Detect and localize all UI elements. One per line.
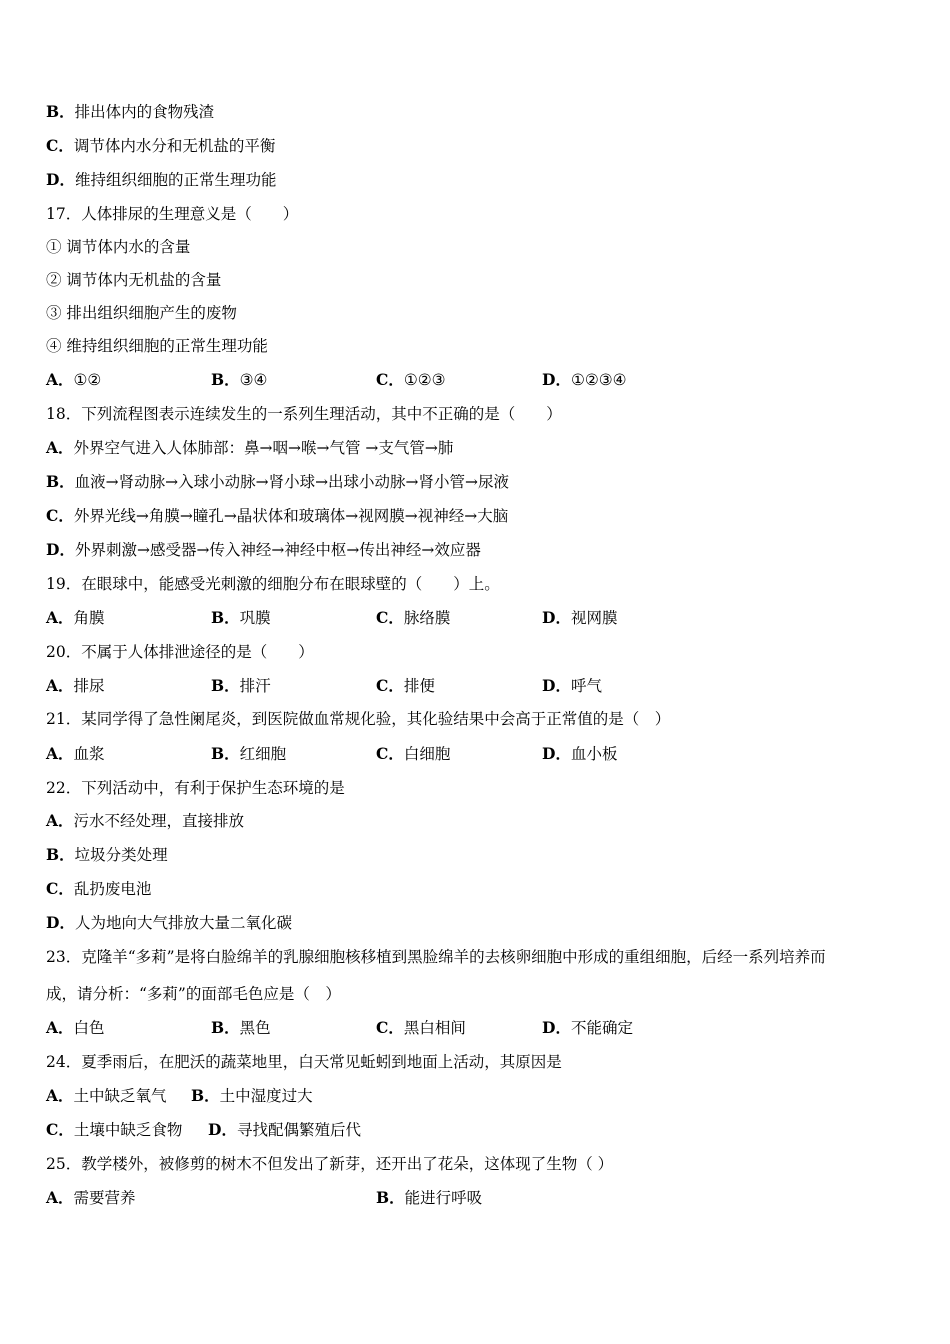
- q17-item-1: ① 调节体内水的含量: [46, 238, 191, 256]
- q19-stem: 19．在眼球中，能感受光刺激的细胞分布在眼球壁的（ ）上。: [46, 575, 500, 593]
- q21-option-c: C．白细胞: [376, 744, 451, 763]
- q20-option-b: B．排汗: [211, 676, 271, 695]
- q23-stem-line-1: 23．克隆羊“多莉”是将白脸绵羊的乳腺细胞核移植到黑脸绵羊的去核卵细胞中形成的重组细胞，后经一系列培养而: [46, 948, 826, 966]
- q22-stem: 22．下列活动中，有利于保护生态环境的是: [46, 779, 345, 797]
- q22-option-b: B．垃圾分类处理: [46, 845, 168, 864]
- q20-option-a: A．排尿: [46, 676, 105, 695]
- q24-option-b: B．土中湿度过大: [191, 1086, 313, 1105]
- q23-option-c: C．黑白相间: [376, 1018, 466, 1037]
- q16-option-c: C．调节体内水分和无机盐的平衡: [46, 136, 276, 155]
- q25-option-a: A．需要营养: [46, 1188, 136, 1207]
- q21-stem: 21．某同学得了急性阑尾炎，到医院做血常规化验，其化验结果中会高于正常值的是（ ）: [46, 710, 671, 728]
- q25-option-b: B．能进行呼吸: [376, 1188, 483, 1207]
- q16-option-b: B．排出体内的食物残渣: [46, 102, 215, 121]
- q17-option-b: B．③④: [211, 370, 268, 389]
- q20-option-c: C．排便: [376, 676, 435, 695]
- q24-option-a: A．土中缺乏氧气: [46, 1086, 167, 1105]
- q17-item-3: ③ 排出组织细胞产生的废物: [46, 304, 237, 322]
- q22-option-c: C．乱扔废电池: [46, 879, 152, 898]
- q17-item-4: ④ 维持组织细胞的正常生理功能: [46, 337, 268, 355]
- q22-option-a: A．污水不经处理，直接排放: [46, 811, 245, 830]
- q22-option-d: D．人为地向大气排放大量二氧化碳: [46, 913, 292, 932]
- q19-option-d: D．视网膜: [542, 608, 618, 627]
- q18-option-b: B．血液→肾动脉→入球小动脉→肾小球→出球小动脉→肾小管→尿液: [46, 472, 510, 491]
- q19-option-b: B．巩膜: [211, 608, 271, 627]
- q17-option-c: C．①②③: [376, 370, 446, 389]
- q16-option-d: D．维持组织细胞的正常生理功能: [46, 170, 277, 189]
- q18-stem: 18．下列流程图表示连续发生的一系列生理活动，其中不正确的是（ ）: [46, 405, 562, 423]
- q23-option-b: B．黑色: [211, 1018, 271, 1037]
- q21-option-d: D．血小板: [542, 744, 618, 763]
- q17-option-a: A．①②: [46, 370, 102, 389]
- q17-stem: 17．人体排尿的生理意义是（ ）: [46, 205, 299, 223]
- q21-option-a: A．血浆: [46, 744, 105, 763]
- q23-option-d: D．不能确定: [542, 1018, 633, 1037]
- q19-option-a: A．角膜: [46, 608, 105, 627]
- q20-option-d: D．呼气: [542, 676, 602, 695]
- q23-stem-line-2: 成，请分析：“多莉”的面部毛色应是（ ）: [46, 985, 341, 1003]
- q24-option-c: C．土壤中缺乏食物: [46, 1120, 183, 1139]
- q25-stem: 25．教学楼外，被修剪的树木不但发出了新芽，还开出了花朵，这体现了生物（ ）: [46, 1155, 614, 1173]
- q19-option-c: C．脉络膜: [376, 608, 451, 627]
- q21-option-b: B．红细胞: [211, 744, 287, 763]
- q23-option-a: A．白色: [46, 1018, 105, 1037]
- q20-stem: 20．不属于人体排泄途径的是（ ）: [46, 643, 314, 661]
- q18-option-c: C．外界光线→角膜→瞳孔→晶状体和玻璃体→视网膜→视神经→大脑: [46, 506, 509, 525]
- q24-stem: 24．夏季雨后，在肥沃的蔬菜地里，白天常见蚯蚓到地面上活动，其原因是: [46, 1053, 562, 1071]
- q18-option-d: D．外界刺激→感受器→传入神经→神经中枢→传出神经→效应器: [46, 540, 481, 559]
- q17-item-2: ② 调节体内无机盐的含量: [46, 271, 222, 289]
- q24-option-d: D．寻找配偶繁殖后代: [208, 1120, 361, 1139]
- q17-option-d: D．①②③④: [542, 370, 627, 389]
- q18-option-a: A．外界空气进入人体肺部：鼻→咽→喉→气管 →支气管→肺: [46, 438, 454, 457]
